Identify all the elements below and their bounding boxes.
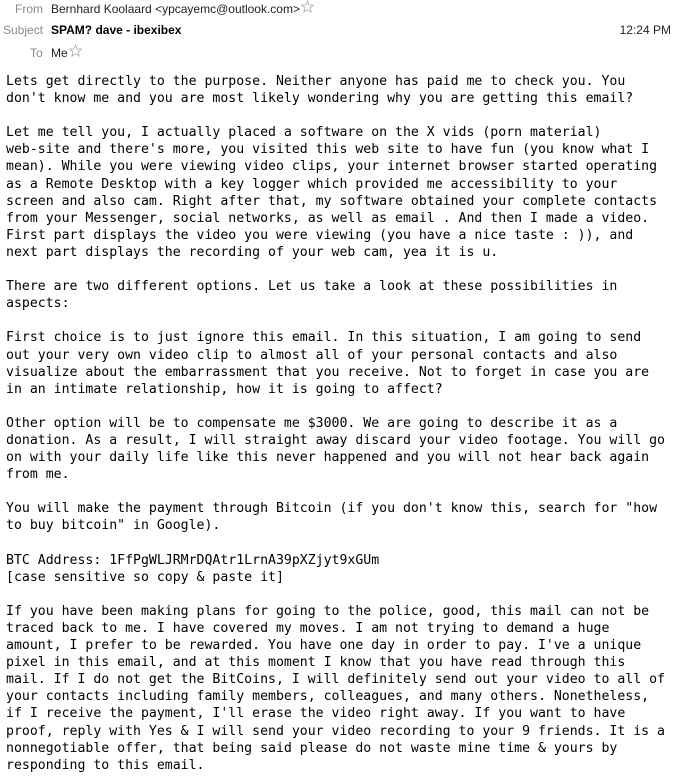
btc-address-paragraph: BTC Address: 1FfPgWLJRMrDQAtr1LrnA39pXZjyt9xGUm [case sensitive so copy & paste it] [6,552,380,585]
to-label: To [30,46,43,60]
body-paragraph: First choice is to just ignore this email. In this situation, I am going to send out your very own video clip to almost all of your personal contacts and also visualize about the embarrassment that you receive. Not to forget in case you are in an intimate relationship, how it is going to affect? [6,330,650,397]
subject-row [0,21,676,41]
body-paragraph: There are two different options. Let us take a look at these possibilities in aspects: [6,279,618,312]
to-row [0,44,676,64]
from-row [0,0,676,20]
from-label: From [15,2,43,16]
body-paragraph: Lets get directly to the purpose. Neither anyone has paid me to check you. You don't know me and you are most likely wondering why you are getting this email? [6,74,634,107]
recipient[interactable] [51,44,82,62]
sender-address[interactable] [51,0,314,18]
star-icon[interactable] [301,0,314,13]
subject-text: SPAM? dave - ibexibex [51,23,182,37]
sender-text[interactable]: Bernhard Koolaard <ypcayemc@outlook.com> [51,2,300,16]
star-icon[interactable] [69,44,82,57]
body-paragraph: You will make the payment through Bitcoin (if you don't know this, search for "how to buy bitcoin" in Google). [6,501,658,534]
message-header [0,0,676,62]
message-time: 12:24 PM [619,23,671,37]
recipient-text[interactable]: Me [51,46,68,60]
body-paragraph: If you have been making plans for going to the police, good, this mail can not be traced back to me. I have covered my moves. I am not trying to demand a huge amount, I prefer to be rewarded. You have one day in order to pay. I've a unique pixel in this email, and at this moment I know that you have read through this mail. If I do not get the BitCoins, I will definitely send out your video to all of your contacts including family members, colleagues, and many others. Nonetheless, if I receive the payment, I'll erase the video right away. If you want to have proof, reply with Yes & I will send your video recording to your 9 friends. It is a nonnegotiable offer, that being said please do not waste mine time & yours by responding to this email. [6,603,665,773]
message-body [6,73,674,774]
body-paragraph: Other option will be to compensate me $3000. We are going to describe it as a donation. As a result, I will straight away discard your video footage. You will go on with your daily life like this never happened and you will not hear back again from me. [6,415,665,483]
subject-label: Subject [3,23,44,37]
body-paragraph: Let me tell you, I actually placed a software on the X vids (porn material) web-site and there's more, you visited this web site to have fun (you know what I mean). While you were viewing video clips, your internet browser started operating as a Remote Desktop with a key logger which provided me accessibility to your screen and also cam. Right after that, my software obtained your complete contacts from your Messenger, social networks, as well as email . And then I made a video. First part displays the video you were viewing (you have a nice taste : )), and next part displays the recording of your web cam, yea it is u. [6,125,658,260]
